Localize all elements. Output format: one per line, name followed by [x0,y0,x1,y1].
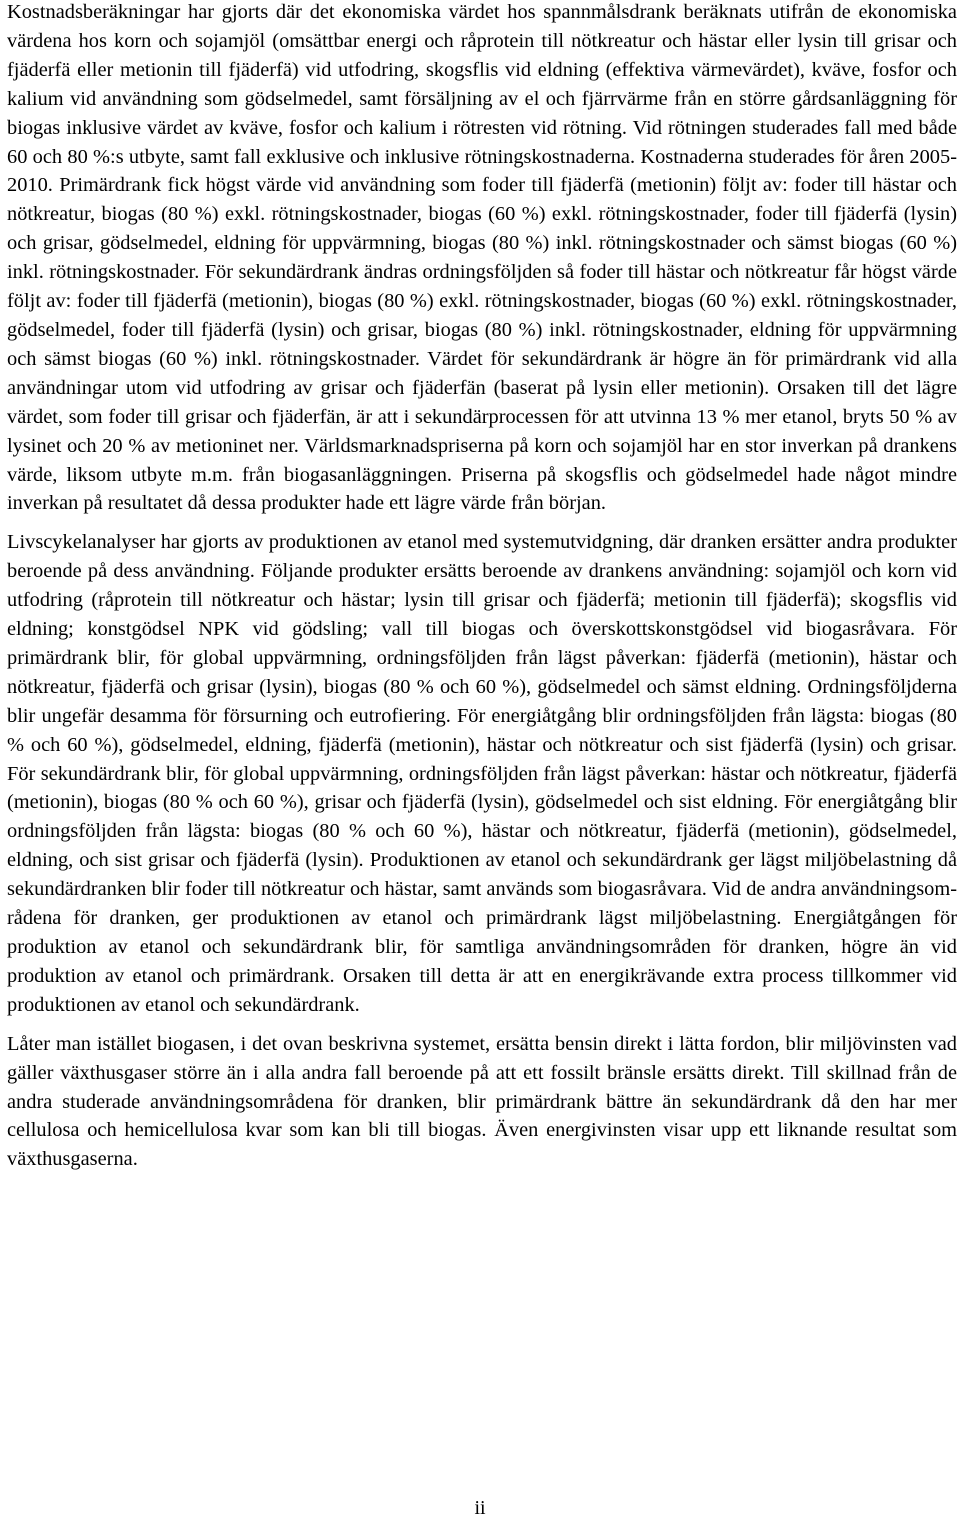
page-number: ii [474,1497,486,1519]
body-text [7,0,957,1174]
paragraph-life-cycle-analyses: Livscykelanalyser har gjorts av produktionen av etanol med systemutvidgning, där dranken ersätter andra produkter beroende på dess användning. Följande produkter ersätts beroende av drankens användning: sojamjöl och korn vid utfodring (råprotein till nötkreatur och hästar; lysin till grisar och fjäderfä; metionin till fjäderfä); skogsflis vid eldning; konstgödsel NPK vid gödsling; vall till biogas och överskottskonstgödsel vid biogasråvara. För primärdrank blir, för global uppvärmning, ordningsföljden från lägst påverkan: fjäderfä (metionin), hästar och nötkreatur, fjäderfä och grisar (lysin), biogas (80 % och 60 %), gödselmedel och sämst eldning. Ordningsföljderna blir ungefär desamma för försurning och eutrofiering. För energiåtgång blir ordningsföljden från lägsta: biogas (80 % och 60 %), gödselmedel, eldning, fjäderfä (metionin), hästar och nötkreatur och sist fjäderfä (lysin) och grisar. För sekundärdrank blir, för global uppvärmning, ordningsföljden från lägst påverkan: hästar och nötkreatur, fjäderfä (metionin), biogas (80 % och 60 %), grisar och fjäderfä (lysin), gödselmedel och sist eldning. För energiåtgång blir ordningsföljden från lägsta: biogas (80 % och 60 %), hästar och nötkreatur, fjäderfä (metionin), gödselmedel, eldning, och sist grisar och fjäderfä (lysin). Produktionen av etanol och sekundärdrank ger lägst miljöbelastning då sekundärdranken blir foder till nötkreatur och hästar, samt används som biogasråvara. Vid de andra användningsområdena för dranken, ger produktionen av etanol och primärdrank lägst miljöbelastning. Energiåtgången för produktion av etanol och sekundärdrank blir, för samtliga användningsområden för dranken, högre än vid produktion av etanol och primärdrank. Orsaken till detta är att en energikrävande extra process tillkommer vid produktionen av etanol och sekundärdrank. [7,531,957,1016]
paragraph-biogas-fuel: Låter man istället biogasen, i det ovan beskrivna systemet, ersätta bensin direkt i lätta fordon, blir miljövinsten vad gäller växthusgaser större än i alla andra fall beroende på att ett fossilt bränsle ersätts direkt. Till skillnad från de andra studerade användningsområdena för dranken, blir primärdrank bättre än sekundärdrank då den har mer cellulosa och hemicellulosa kvar som kan bli till biogas. Även energivinsten visar upp ett liknande resultat som växthusgaserna. [7,1032,957,1171]
paragraph-cost-calculations: Kostnadsberäkningar har gjorts där det ekonomiska värdet hos spannmålsdrank beräknats utifrån de ekonomiska värdena hos korn och sojamjöl (omsättbar energi och råprotein till nötkreatur och hästar eller lysin till grisar och fjäderfä eller metionin till fjäderfä) vid utfodring, skogsflis vid eldning (effektiva värmevärdet), kväve, fosfor och kalium vid användning som gödselmedel, samt försäljning av el och fjärrvärme från en större gårdsanläggning för biogas inklusive värdet av kväve, fosfor och kalium i rötresten vid rötning. Vid rötningen studerades fall med både 60 och 80 %:s utbyte, samt fall exklusive och inklusive rötningskostnaderna. Kostnaderna studerades för åren 2005-2010. Primärdrank fick högst värde vid användning som foder till fjäderfä (metionin) följt av: foder till hästar och nötkreatur, biogas (80 %) exkl. rötningskostnader, biogas (60 %) exkl. rötningskostnader, foder till fjäderfä (lysin) och grisar, gödselmedel, eldning för uppvärmning, biogas (80 %) inkl. rötningskostnader och sämst biogas (60 %) inkl. rötningskostnader. För sekundärdrank ändras ordningsföljden så foder till hästar och nötkreatur får högst värde följt av: foder till fjäderfä (metionin), biogas (80 %) exkl. rötningskostnader, biogas (60 %) exkl. rötningskostnader, gödselmedel, foder till fjäderfä (lysin) och grisar, biogas (80 %) inkl. rötningskostnader, eldning för uppvärmning och sämst biogas (60 %) inkl. rötningskostnader. Värdet för sekundärdrank är högre än för primärdrank vid alla användningar utom vid utfodring av grisar och fjäderfän (baserat på lysin eller metionin). Orsaken till det lägre värdet, som foder till grisar och fjäderfän, är att i sekundärprocessen för att utvinna 13 % mer etanol, bryts 50 % av lysinet och 20 % av metioninet ner. Världsmarknadspriserna på korn och sojamjöl har en stor inverkan på drankens värde, liksom utbyte m.m. från biogasanläggningen. Priserna på skogsflis och gödselmedel hade något mindre inverkan på resultatet då dessa produkter hade ett lägre värde från början. [7,1,957,515]
